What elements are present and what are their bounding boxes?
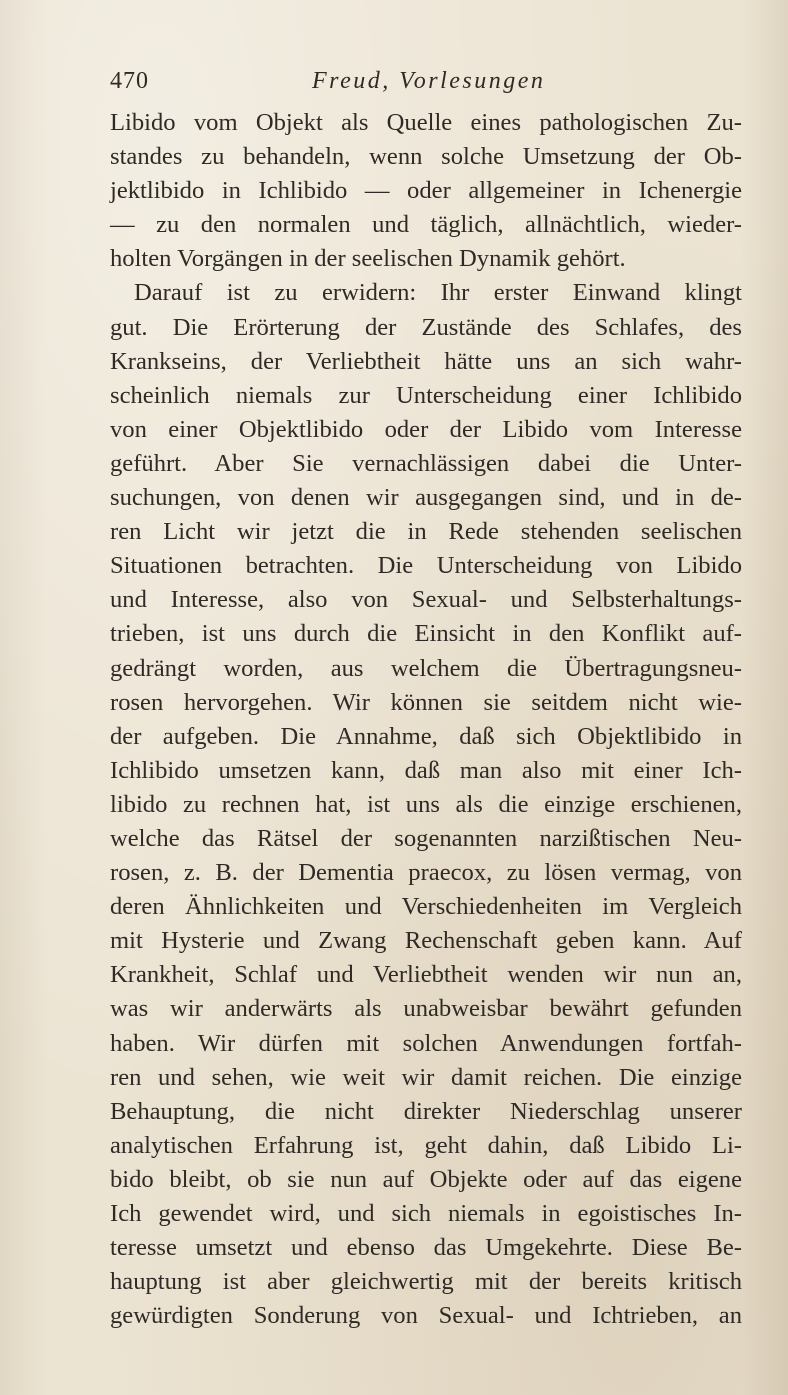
text-line: deren Ähnlichkeiten und Verschiedenheiten im Vergleich <box>110 893 742 921</box>
text-line: Ichlibido umsetzen kann, daß man also mit einer Ich- <box>110 756 742 784</box>
text-line: Krankseins, der Verliebtheit hätte uns an sich wahr- <box>110 347 742 375</box>
text-line: Situationen betrachten. Die Unterscheidung von Libido <box>110 552 742 580</box>
text-line: Ich gewendet wird, und sich niemals in egoistisches In- <box>110 1200 742 1227</box>
text-line: und Interesse, also von Sexual- und Selbsterhaltungs- <box>110 586 742 614</box>
body-text <box>110 106 742 1333</box>
text-line: hauptung ist aber gleichwertig mit der bereits kritisch <box>110 1268 742 1296</box>
text-line: gedrängt worden, aus welchem die Übertragungsneu- <box>110 654 742 682</box>
text-line: ren und sehen, wie weit wir damit reichen. Die einzige <box>110 1063 742 1091</box>
text-line: libido zu rechnen hat, ist uns als die einzige erschienen, <box>110 790 742 818</box>
text-line: teresse umsetzt und ebenso das Umgekehrte. Diese Be- <box>110 1234 742 1262</box>
text-line: standes zu behandeln, wenn solche Umsetzung der Ob- <box>110 143 742 171</box>
text-line: mit Hysterie und Zwang Rechenschaft geben kann. Auf <box>110 927 742 955</box>
text-line: Behauptung, die nicht direkter Niederschlag unserer <box>110 1097 742 1125</box>
text-line: gewürdigten Sonderung von Sexual- und Ichtrieben, an <box>110 1302 742 1330</box>
text-line: rosen, z. B. der Dementia praecox, zu lösen vermag, von <box>110 859 742 887</box>
text-line: trieben, ist uns durch die Einsicht in den Konflikt auf- <box>110 620 742 648</box>
text-line: geführt. Aber Sie vernachlässigen dabei die Unter- <box>110 449 742 477</box>
text-line: was wir anderwärts als unabweisbar bewährt gefunden <box>110 995 742 1023</box>
running-header <box>110 64 750 104</box>
text-line: analytischen Erfahrung ist, geht dahin, daß Libido Li- <box>110 1131 742 1159</box>
text-line: haben. Wir dürfen mit solchen Anwendungen fortfah- <box>110 1029 742 1057</box>
text-line: scheinlich niemals zur Unterscheidung einer Ichlibido <box>110 381 742 409</box>
text-line: Darauf ist zu erwidern: Ihr erster Einwand klingt <box>134 279 742 307</box>
text-line: Krankheit, Schlaf und Verliebtheit wenden wir nun an, <box>110 961 742 989</box>
text-line: jektlibido in Ichlibido — oder allgemeiner in Ichenergie <box>110 177 742 205</box>
text-line: welche das Rätsel der sogenannten narzißtischen Neu- <box>110 824 742 852</box>
text-line: Libido vom Objekt als Quelle eines pathologischen Zu- <box>110 109 742 136</box>
text-line: — zu den normalen und täglich, allnächtlich, wieder- <box>110 211 742 239</box>
text-line: der aufgeben. Die Annahme, daß sich Objektlibido in <box>110 722 742 750</box>
text-line: holten Vorgängen in der seelischen Dynamik gehört. <box>110 245 626 273</box>
text-line: gut. Die Erörterung der Zustände des Schlafes, des <box>110 313 742 341</box>
running-title: Freud, Vorlesungen <box>312 68 546 94</box>
text-line: suchungen, von denen wir ausgegangen sind, und in de- <box>110 484 742 512</box>
text-line: rosen hervorgehen. Wir können sie seitdem nicht wie- <box>110 688 742 716</box>
text-line: von einer Objektlibido oder der Libido vom Interesse <box>110 415 742 443</box>
text-line: ren Licht wir jetzt die in Rede stehenden seelischen <box>110 518 742 546</box>
page-number: 470 <box>110 68 149 94</box>
text-line: bido bleibt, ob sie nun auf Objekte oder auf das eigene <box>110 1165 742 1193</box>
